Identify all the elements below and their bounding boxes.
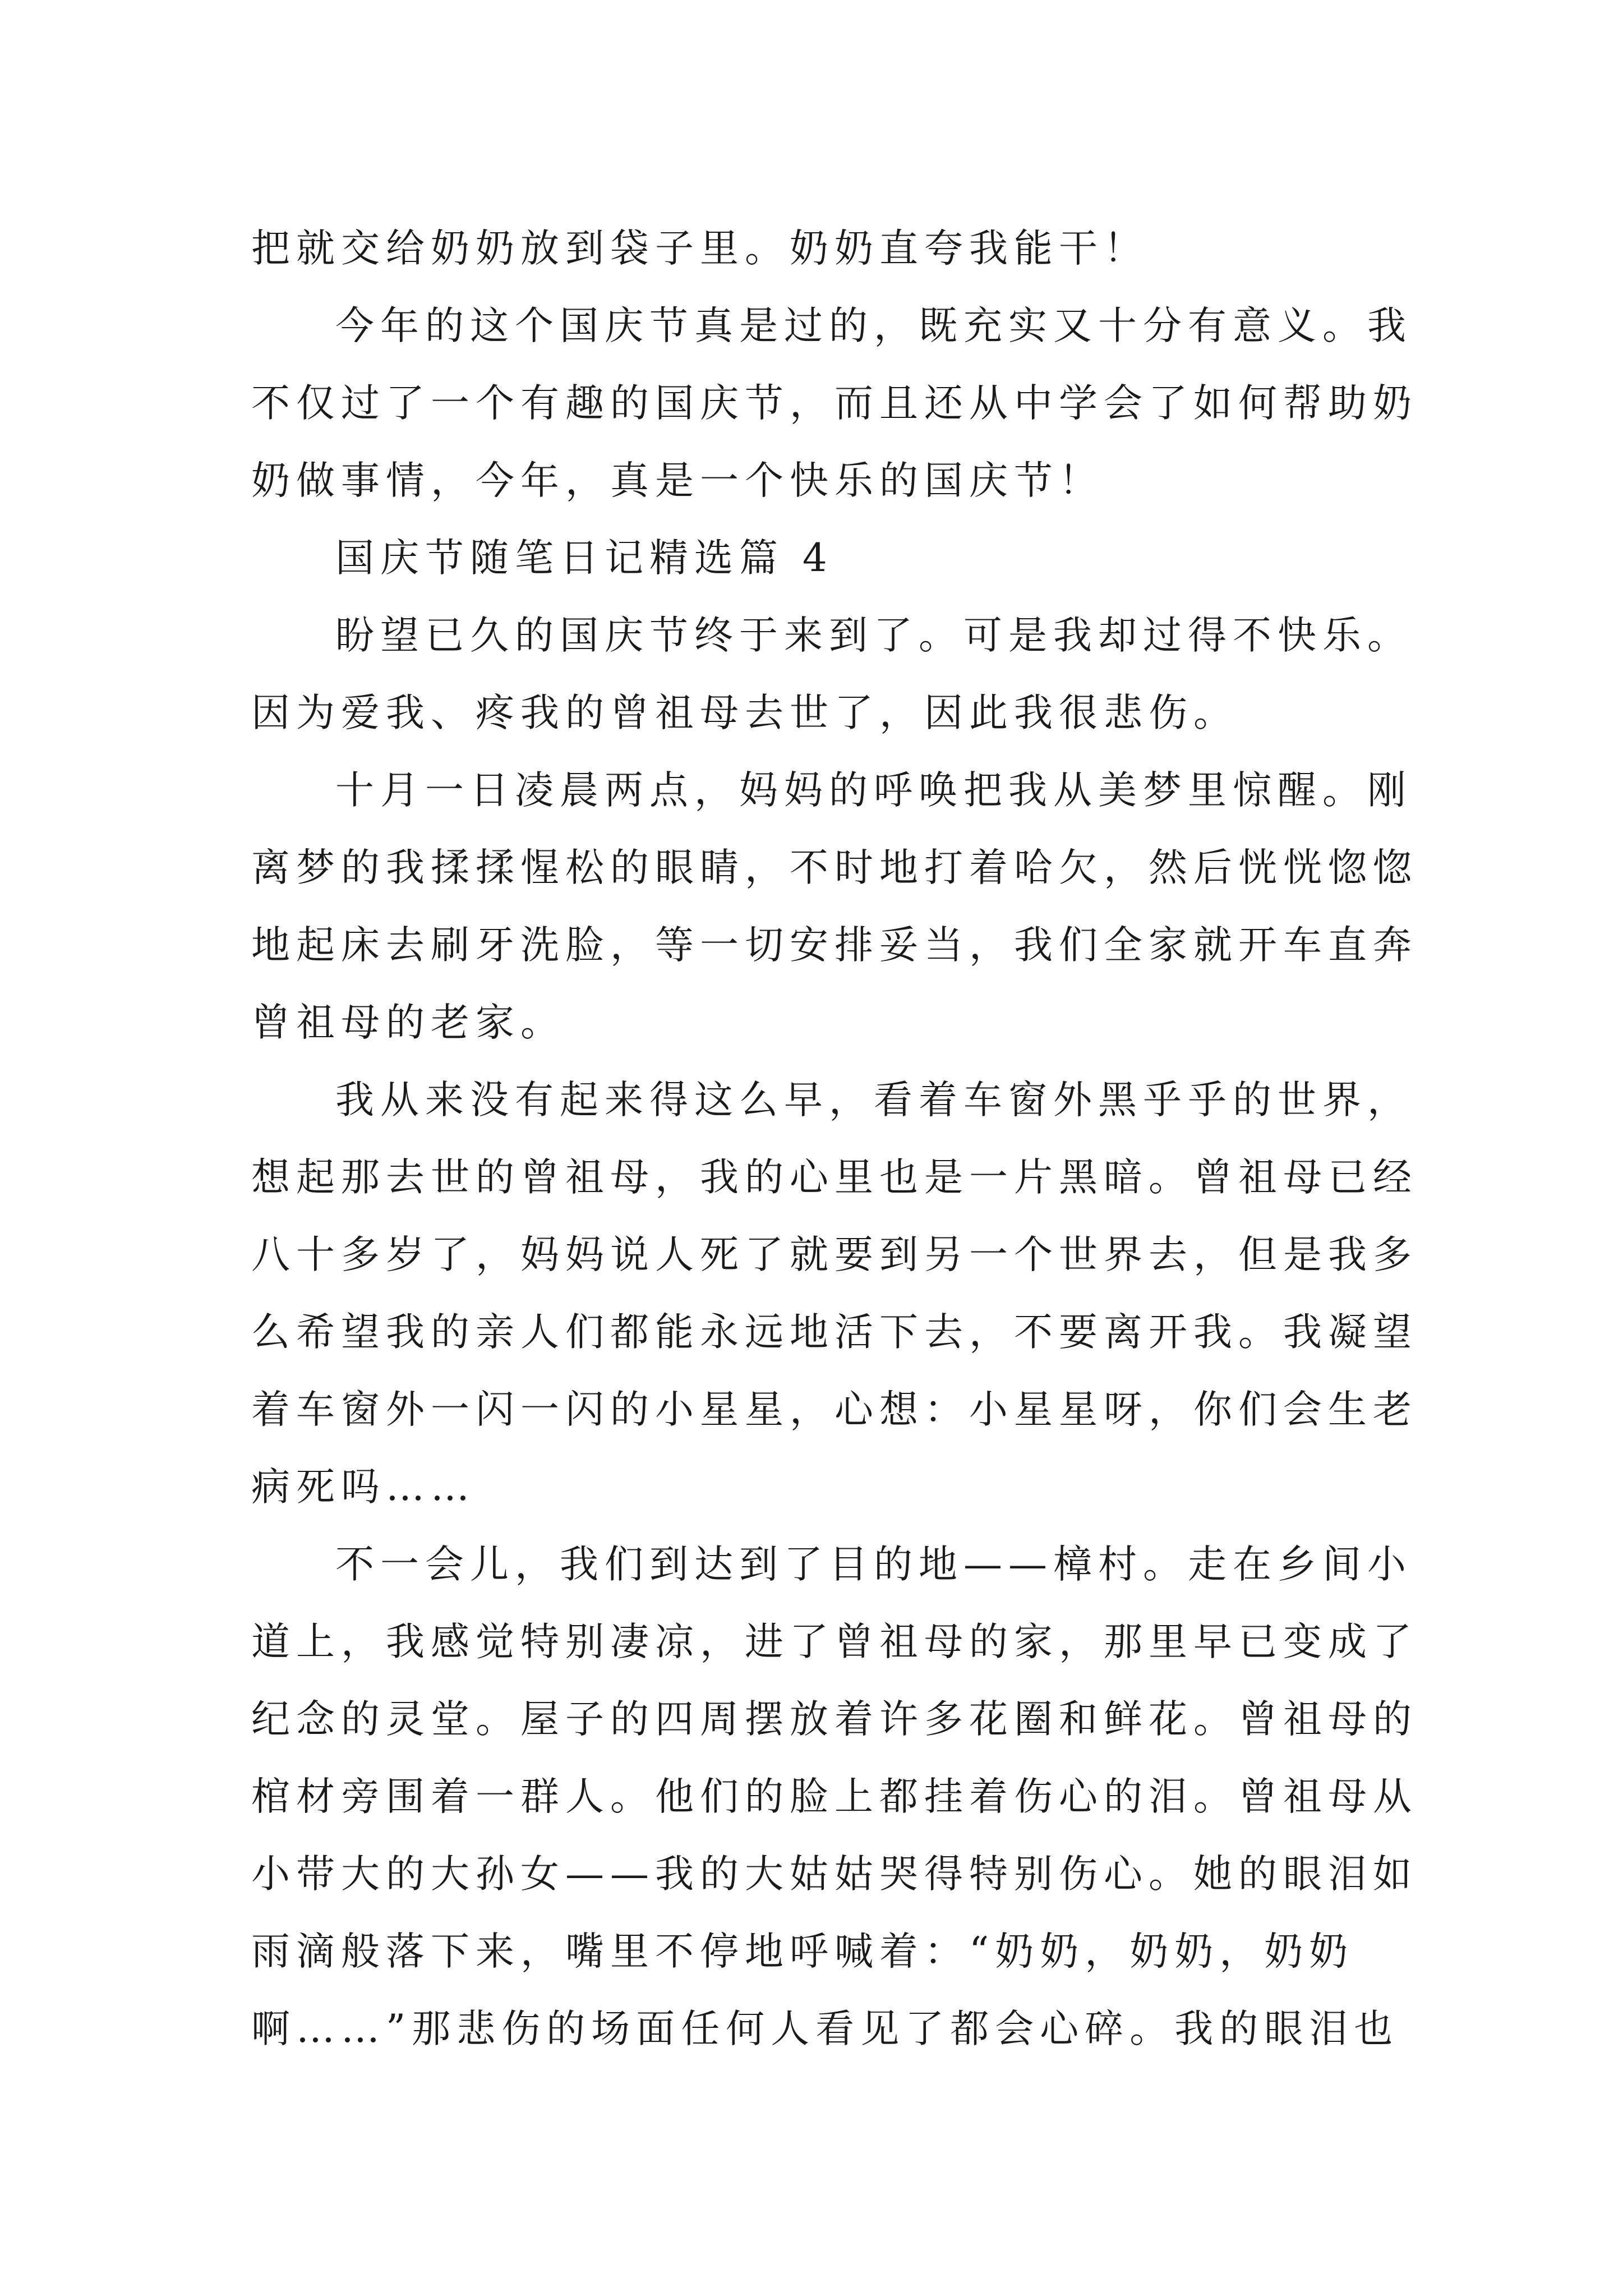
paragraph-start-line: 不一会儿，我们到达到了目的地——樟村。走在乡间小 bbox=[335, 1542, 1412, 1587]
text-line: 棺材旁围着一群人。他们的脸上都挂着伤心的泪。曾祖母从 bbox=[251, 1774, 1418, 1819]
text-line: 纪念的灵堂。屋子的四周摆放着许多花圈和鲜花。曾祖母的 bbox=[251, 1697, 1418, 1742]
section-heading: 国庆节随笔日记精选篇 4 bbox=[335, 536, 833, 581]
text-line: 啊……”那悲伤的场面任何人看见了都会心碎。我的眼泪也 bbox=[251, 2007, 1399, 2051]
text-line: 着车窗外一闪一闪的小星星，心想：小星星呀，你们会生老 bbox=[251, 1387, 1418, 1432]
paragraph-start-line: 十月一日凌晨两点，妈妈的呼唤把我从美梦里惊醒。刚 bbox=[335, 768, 1412, 813]
text-line: 奶做事情，今年，真是一个快乐的国庆节！ bbox=[251, 458, 1104, 503]
text-line: 八十多岁了，妈妈说人死了就要到另一个世界去，但是我多 bbox=[251, 1232, 1418, 1277]
text-line: 把就交给奶奶放到袋子里。奶奶直夸我能干！ bbox=[251, 226, 1149, 271]
text-line: 离梦的我揉揉惺松的眼睛，不时地打着哈欠，然后恍恍惚惚 bbox=[251, 845, 1418, 890]
text-line: 么希望我的亲人们都能永远地活下去，不要离开我。我凝望 bbox=[251, 1310, 1418, 1355]
text-line: 地起床去刷牙洗脸，等一切安排妥当，我们全家就开车直奔 bbox=[251, 923, 1418, 968]
text-line: 雨滴般落下来，嘴里不停地呼喊着：“奶奶，奶奶，奶奶 bbox=[251, 1929, 1354, 1974]
body-text bbox=[251, 210, 1418, 2068]
text-line: 不仅过了一个有趣的国庆节，而且还从中学会了如何帮助奶 bbox=[251, 381, 1418, 426]
text-line: 小带大的大孙女——我的大姑姑哭得特别伤心。她的眼泪如 bbox=[251, 1852, 1418, 1897]
paragraph-start-line: 我从来没有起来得这么早，看着车窗外黑乎乎的世界， bbox=[335, 1078, 1412, 1122]
text-line: 道上，我感觉特别凄凉，进了曾祖母的家，那里早已变成了 bbox=[251, 1619, 1418, 1664]
paragraph-start-line: 盼望已久的国庆节终于来到了。可是我却过得不快乐。 bbox=[335, 613, 1412, 658]
text-line: 病死吗…… bbox=[251, 1465, 476, 1510]
text-line: 因为爱我、疼我的曾祖母去世了，因此我很悲伤。 bbox=[251, 691, 1238, 735]
text-line: 曾祖母的老家。 bbox=[251, 1000, 565, 1045]
paragraph-start-line: 今年的这个国庆节真是过的，既充实又十分有意义。我 bbox=[335, 303, 1412, 348]
text-line: 想起那去世的曾祖母，我的心里也是一片黑暗。曾祖母已经 bbox=[251, 1155, 1418, 1200]
